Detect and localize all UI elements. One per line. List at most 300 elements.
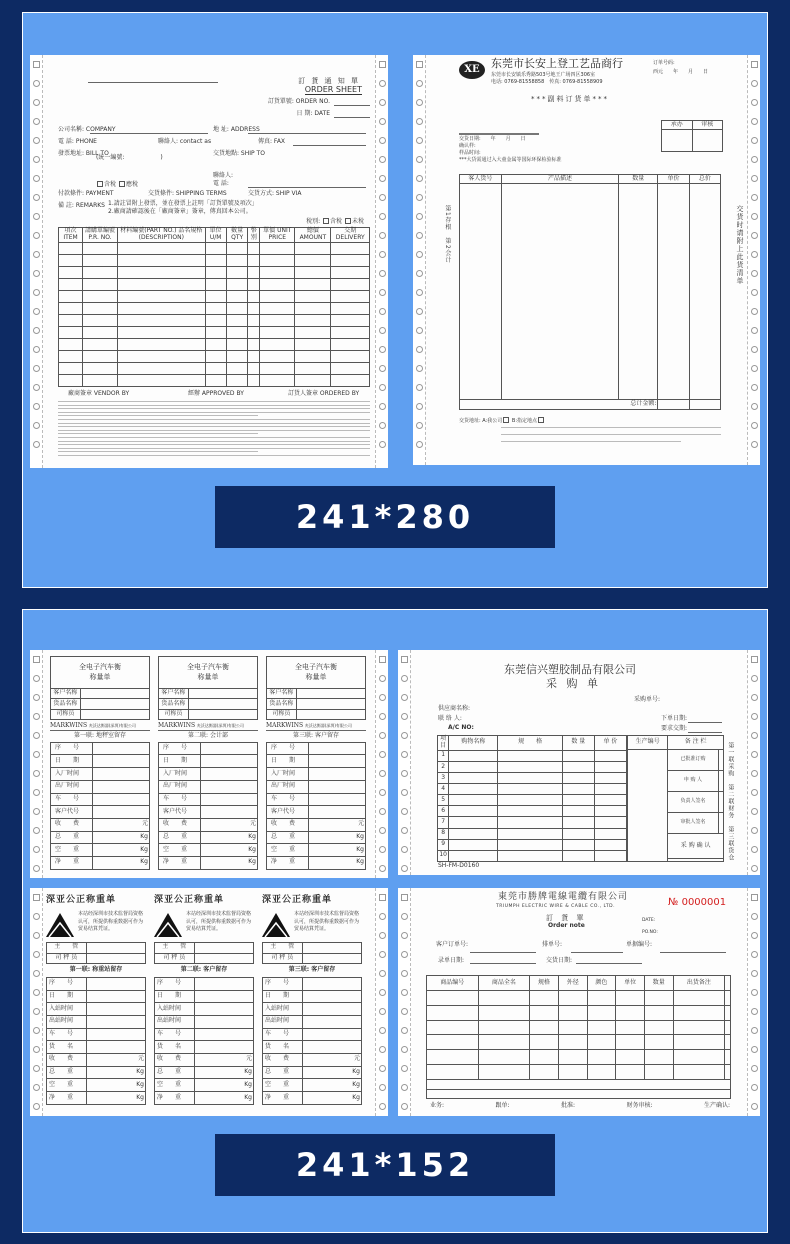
column-header: 规 格 bbox=[498, 736, 562, 751]
sprocket-hole-icon bbox=[416, 232, 423, 239]
sprocket-hole-icon bbox=[751, 384, 758, 391]
contact2-label: 聯絡人: bbox=[213, 172, 234, 179]
delivery-addr-b: B:指定地点 bbox=[511, 417, 538, 424]
sprocket-hole-icon bbox=[33, 789, 40, 796]
unit-label bbox=[308, 806, 365, 819]
row-number: 4 bbox=[438, 784, 449, 795]
field-label: 日 期 bbox=[267, 755, 309, 768]
sprocket-hole-icon bbox=[379, 808, 386, 815]
company-name-en: TRIUMPH ELECTRIC WIRE & CABLE CO., LTD. bbox=[496, 904, 616, 909]
field-label: 收 费 bbox=[51, 818, 93, 831]
column-header: 数量 bbox=[619, 175, 658, 184]
sprocket-hole-icon bbox=[33, 289, 40, 296]
approve-handler: 承办 bbox=[662, 121, 693, 130]
sprocket-hole-icon bbox=[33, 1103, 40, 1110]
unit-label bbox=[92, 768, 149, 781]
sprocket-hole-icon bbox=[401, 1103, 408, 1110]
fine-print-line bbox=[58, 437, 370, 438]
field-label: 车 号 bbox=[47, 1028, 87, 1041]
schedule-no-label: 排单号: bbox=[542, 941, 563, 948]
sprocket-hole-icon bbox=[33, 675, 40, 682]
unit-label bbox=[92, 793, 149, 806]
unit-label: Kg bbox=[92, 856, 149, 869]
unit-label bbox=[302, 1028, 361, 1041]
row-number: 2 bbox=[438, 761, 449, 772]
ticket-title: 深亚公正称重单 bbox=[262, 895, 333, 905]
sprocket-hole-icon bbox=[751, 365, 758, 372]
sprocket-hole-icon bbox=[401, 932, 408, 939]
total-label: 总计金额: bbox=[460, 400, 658, 410]
unit-label bbox=[308, 742, 365, 755]
ticket-subtitle: 称量单 bbox=[197, 672, 219, 681]
unit-label bbox=[302, 977, 361, 990]
sprocket-hole-icon bbox=[416, 384, 423, 391]
serial-number: № 0000001 bbox=[668, 897, 727, 908]
sprocket-hole-icon bbox=[33, 970, 40, 977]
certification-notice: 本站经深圳市技术监督局资格认可，所提供称重数据可作为贸易结算凭证。 bbox=[294, 911, 360, 932]
tractor-square-icon bbox=[379, 894, 386, 901]
field-label: 出站时间 bbox=[155, 1015, 195, 1028]
sprocket-strip-right bbox=[747, 650, 760, 875]
unit-label bbox=[302, 1003, 361, 1016]
unit-label bbox=[194, 1003, 253, 1016]
left-copy-note: 第1存根 第2会计 bbox=[443, 205, 451, 264]
company-address: 东莞市长安镇乐秀路503号地王广场四区306室 bbox=[491, 72, 596, 78]
fine-print-line bbox=[58, 405, 370, 406]
sprocket-hole-icon bbox=[416, 137, 423, 144]
sprocket-hole-icon bbox=[751, 232, 758, 239]
size-label-241x152: 241*152 bbox=[215, 1134, 555, 1196]
unit-label bbox=[302, 1041, 361, 1054]
field-label: 空 重 bbox=[159, 844, 201, 857]
sprocket-hole-icon bbox=[401, 1008, 408, 1015]
field-label: 净 重 bbox=[47, 1092, 87, 1105]
sprocket-hole-icon bbox=[751, 932, 758, 939]
unit-label bbox=[92, 755, 149, 768]
field-label: 出厂时间 bbox=[267, 780, 309, 793]
po-no-label: 采购单号: bbox=[634, 696, 661, 703]
unit-label bbox=[200, 780, 257, 793]
sprocket-hole-icon bbox=[379, 770, 386, 777]
sprocket-hole-icon bbox=[401, 865, 408, 872]
order-sheet-title-en: ORDER SHEET bbox=[304, 85, 362, 94]
sprocket-hole-icon bbox=[751, 175, 758, 182]
sprocket-hole-icon bbox=[33, 913, 40, 920]
sprocket-hole-icon bbox=[751, 751, 758, 758]
unit-label: Kg bbox=[194, 1066, 253, 1079]
company-label: 公司名稱: COMPANY bbox=[58, 126, 116, 133]
date-label: 日 期: DATE bbox=[296, 110, 330, 117]
field-label: 出厂时间 bbox=[51, 780, 93, 793]
sprocket-hole-icon bbox=[751, 194, 758, 201]
sprocket-hole-icon bbox=[379, 1027, 386, 1034]
sprocket-hole-icon bbox=[33, 1027, 40, 1034]
sprocket-hole-icon bbox=[379, 1084, 386, 1091]
unit-label bbox=[86, 977, 145, 990]
sprocket-hole-icon bbox=[416, 175, 423, 182]
delivery-addr-a: 交货地址: A:我公司 bbox=[459, 417, 503, 424]
approve-review: 审核 bbox=[692, 121, 723, 130]
sprocket-hole-icon bbox=[751, 308, 758, 315]
sprocket-hole-icon bbox=[33, 770, 40, 777]
fine-print-line bbox=[58, 451, 258, 452]
sprocket-hole-icon bbox=[751, 118, 758, 125]
column-header: 幣別 bbox=[248, 228, 260, 243]
sprocket-hole-icon bbox=[401, 970, 408, 977]
mountain-logo-icon bbox=[154, 913, 182, 937]
copy-label: 第三联: 客户留存 bbox=[288, 966, 336, 973]
sprocket-hole-icon bbox=[751, 289, 758, 296]
sprocket-hole-icon bbox=[379, 156, 386, 163]
sprocket-hole-icon bbox=[751, 1027, 758, 1034]
sprocket-hole-icon bbox=[416, 213, 423, 220]
fine-print-line bbox=[58, 426, 370, 427]
field-label: 货品名称 bbox=[267, 699, 297, 709]
column-header bbox=[725, 976, 731, 991]
signature-label: 财务审核: bbox=[626, 1102, 653, 1109]
unit-label: Kg bbox=[308, 844, 365, 857]
sprocket-hole-icon bbox=[379, 289, 386, 296]
sprocket-hole-icon bbox=[33, 422, 40, 429]
unit-label bbox=[86, 990, 145, 1003]
sprocket-hole-icon bbox=[33, 365, 40, 372]
row-number: 7 bbox=[438, 817, 449, 828]
sprocket-hole-icon bbox=[751, 270, 758, 277]
order-sheet-title-cn: 訂 貨 通 知 單 bbox=[298, 77, 360, 85]
fine-print-line bbox=[58, 401, 370, 402]
sprocket-hole-icon bbox=[33, 213, 40, 220]
column-header: 规格 bbox=[530, 976, 559, 991]
sprocket-hole-icon bbox=[33, 827, 40, 834]
unit-label: Kg bbox=[194, 1079, 253, 1092]
sprocket-hole-icon bbox=[379, 751, 386, 758]
unit-label: Kg bbox=[308, 856, 365, 869]
approval-label: 申 购 人 bbox=[668, 771, 718, 792]
company-name: 东莞市长安上登工艺品商行 bbox=[491, 57, 623, 70]
cable-order-form bbox=[398, 888, 760, 1116]
sprocket-hole-icon bbox=[33, 1008, 40, 1015]
signature-label: 业务: bbox=[430, 1102, 445, 1109]
unit-label bbox=[200, 742, 257, 755]
field-label: 出站时间 bbox=[263, 1015, 303, 1028]
sprocket-hole-icon bbox=[379, 846, 386, 853]
sprocket-hole-icon bbox=[379, 694, 386, 701]
field-label: 总 重 bbox=[155, 1066, 195, 1079]
sprocket-hole-icon bbox=[751, 789, 758, 796]
field-label: 序 号 bbox=[263, 977, 303, 990]
contact-label: 聯絡人: contact as bbox=[158, 138, 212, 145]
unit-label: Kg bbox=[200, 831, 257, 844]
po-label: PO.NO: bbox=[642, 930, 658, 935]
fine-print-line bbox=[58, 419, 370, 420]
company-name: 东莞信兴塑胶制品有限公司 bbox=[504, 663, 636, 676]
unit-label bbox=[302, 990, 361, 1003]
sprocket-hole-icon bbox=[379, 80, 386, 87]
ticket-subtitle: 称量单 bbox=[89, 672, 111, 681]
field-label: 收 费 bbox=[155, 1054, 195, 1067]
sprocket-hole-icon bbox=[401, 951, 408, 958]
column-header: 产品描述 bbox=[501, 175, 618, 184]
sprocket-hole-icon bbox=[751, 99, 758, 106]
order-note-table bbox=[426, 975, 731, 1099]
sprocket-hole-icon bbox=[379, 970, 386, 977]
right-copy-note: 交货时请附上此货清单 bbox=[736, 205, 744, 285]
sprocket-hole-icon bbox=[33, 118, 40, 125]
row-number: 8 bbox=[438, 828, 449, 839]
tax-checkbox-2[interactable] bbox=[119, 181, 125, 187]
sprocket-hole-icon bbox=[751, 675, 758, 682]
addr-a-checkbox[interactable] bbox=[503, 417, 509, 423]
contact-label: 联 络 人: bbox=[438, 715, 462, 722]
sprocket-hole-icon bbox=[379, 327, 386, 334]
field-label: 空 重 bbox=[155, 1079, 195, 1092]
sprocket-hole-icon bbox=[416, 422, 423, 429]
sprocket-hole-icon bbox=[33, 80, 40, 87]
sprocket-hole-icon bbox=[416, 118, 423, 125]
sprocket-hole-icon bbox=[416, 365, 423, 372]
column-header: 单价 bbox=[658, 175, 689, 184]
unit-label: Kg bbox=[86, 1066, 145, 1079]
sprocket-hole-icon bbox=[751, 1103, 758, 1110]
tax-excl-checkbox[interactable] bbox=[345, 218, 351, 224]
sprocket-hole-icon bbox=[416, 251, 423, 258]
sprocket-hole-icon bbox=[401, 827, 408, 834]
column-header: 数 量 bbox=[562, 736, 594, 751]
unit-label bbox=[194, 977, 253, 990]
column-header: 总价 bbox=[689, 175, 720, 184]
sprocket-strip-left bbox=[30, 888, 43, 1116]
unit-label bbox=[194, 1028, 253, 1041]
sprocket-hole-icon bbox=[33, 1065, 40, 1072]
sprocket-hole-icon bbox=[751, 951, 758, 958]
sprocket-hole-icon bbox=[33, 403, 40, 410]
column-header: 交期 DELIVERY bbox=[331, 228, 370, 243]
column-header: 材料編號(PART NO.) 品名規格(DESCRIPTION) bbox=[118, 228, 206, 243]
field-label: 货品名称 bbox=[159, 699, 189, 709]
ship-to-label: 交貨地點: SHIP TO bbox=[213, 150, 265, 157]
sprocket-hole-icon bbox=[751, 80, 758, 87]
field-label: 总 重 bbox=[51, 831, 93, 844]
company-name: 東莞市勝牌電線電纜有限公司 bbox=[498, 892, 629, 902]
unit-label bbox=[194, 990, 253, 1003]
purchase-table bbox=[437, 735, 627, 862]
sprocket-hole-icon bbox=[33, 865, 40, 872]
tractor-square-icon bbox=[379, 61, 386, 68]
sprocket-hole-icon bbox=[379, 384, 386, 391]
fine-print-line bbox=[58, 455, 370, 456]
column-header: 請購單編號 P.R. NO. bbox=[83, 228, 118, 243]
column-header: 备 注 栏 bbox=[668, 736, 724, 750]
sprocket-hole-icon bbox=[401, 1084, 408, 1091]
sprocket-hole-icon bbox=[379, 827, 386, 834]
unit-label bbox=[308, 780, 365, 793]
ticket-title: 深亚公正称重单 bbox=[154, 895, 225, 905]
mountain-logo-icon bbox=[46, 913, 74, 937]
ticket-subtitle: 称量单 bbox=[305, 672, 327, 681]
field-label: 空 重 bbox=[267, 844, 309, 857]
field-label: 空 重 bbox=[47, 1079, 87, 1092]
sprocket-hole-icon bbox=[33, 137, 40, 144]
sprocket-hole-icon bbox=[379, 1046, 386, 1053]
sprocket-hole-icon bbox=[379, 675, 386, 682]
sprocket-hole-icon bbox=[379, 951, 386, 958]
sprocket-hole-icon bbox=[401, 808, 408, 815]
field-label: 客户名称 bbox=[267, 689, 297, 699]
unit-label bbox=[308, 793, 365, 806]
sprocket-hole-icon bbox=[33, 384, 40, 391]
unit-label bbox=[200, 793, 257, 806]
field-label: 货 名 bbox=[47, 1041, 87, 1054]
brand-logo: MARKWINS bbox=[266, 722, 304, 729]
sprocket-hole-icon bbox=[751, 1084, 758, 1091]
signature-label: 跟单: bbox=[495, 1102, 510, 1109]
sprocket-hole-icon bbox=[401, 770, 408, 777]
unit-label: Kg bbox=[86, 1079, 145, 1092]
order-items-table bbox=[58, 227, 370, 387]
column-header: 單位 U/M bbox=[205, 228, 226, 243]
copy-label: 第一联: 地秤室留存 bbox=[74, 731, 126, 739]
column-header: 商品编号 bbox=[427, 976, 479, 991]
field-label: 货品名称 bbox=[51, 699, 81, 709]
sprocket-hole-icon bbox=[379, 346, 386, 353]
ac-no-label: A/C NO: bbox=[448, 724, 474, 731]
sprocket-hole-icon bbox=[401, 789, 408, 796]
tax-opt1: 含稅 bbox=[104, 180, 117, 188]
scale-ticket-copy bbox=[50, 656, 150, 870]
sprocket-hole-icon bbox=[33, 308, 40, 315]
remark-2: 2.廠商請確認後在「廠商簽章」簽章，傳真回本公司。 bbox=[108, 208, 252, 215]
field-label: 客户名称 bbox=[159, 689, 189, 699]
tax-type-label: 稅別: bbox=[306, 217, 321, 225]
sprocket-hole-icon bbox=[401, 675, 408, 682]
approval-label: 已批准订购 bbox=[668, 750, 718, 771]
sprocket-hole-icon bbox=[751, 846, 758, 853]
sprocket-hole-icon bbox=[416, 289, 423, 296]
unit-label: Kg bbox=[302, 1066, 361, 1079]
field-label: 客户代号 bbox=[267, 806, 309, 819]
column-header: 外径 bbox=[558, 976, 587, 991]
field-label: 序 号 bbox=[47, 977, 87, 990]
sprocket-hole-icon bbox=[33, 156, 40, 163]
unit-label: Kg bbox=[86, 1092, 145, 1105]
sprocket-hole-icon bbox=[416, 327, 423, 334]
product-table bbox=[459, 174, 721, 410]
field-label: 车 号 bbox=[267, 793, 309, 806]
sprocket-hole-icon bbox=[751, 1065, 758, 1072]
unit-label: Kg bbox=[302, 1092, 361, 1105]
brand-name: 麦沃达衡器(深圳)有限公司 bbox=[88, 723, 136, 728]
field-label: 车 号 bbox=[155, 1028, 195, 1041]
tractor-square-icon bbox=[416, 61, 423, 68]
field-label: 客户名称 bbox=[51, 689, 81, 699]
purchase-confirm-label: 采 购 确 认 bbox=[668, 834, 724, 859]
sprocket-hole-icon bbox=[33, 232, 40, 239]
due-date-label: 要求交期: bbox=[661, 725, 688, 732]
fine-print-line bbox=[58, 408, 370, 409]
brand-logo: MARKWINS bbox=[50, 722, 88, 729]
unit-label bbox=[200, 768, 257, 781]
column-header: 单位 bbox=[616, 976, 645, 991]
field-label: 出厂时间 bbox=[159, 780, 201, 793]
unit-label: 元 bbox=[194, 1054, 253, 1067]
sprocket-hole-icon bbox=[401, 989, 408, 996]
unit-label: Kg bbox=[200, 856, 257, 869]
field-label: 司称员 bbox=[267, 709, 297, 719]
unit-label: 元 bbox=[86, 1054, 145, 1067]
sprocket-hole-icon bbox=[416, 80, 423, 87]
field-label: 日 期 bbox=[159, 755, 201, 768]
material-order-form bbox=[413, 55, 760, 465]
unit-label bbox=[92, 742, 149, 755]
unit-label bbox=[194, 1015, 253, 1028]
field-label: 收 费 bbox=[267, 818, 309, 831]
scale-ticket-copy bbox=[158, 656, 258, 870]
phone2-label: 電 話: bbox=[213, 180, 229, 187]
standard-note: ***大货需通过入大童金属等国际环保检验标准 bbox=[459, 157, 562, 163]
fine-print-line bbox=[58, 444, 370, 445]
sprocket-hole-icon bbox=[379, 175, 386, 182]
sprocket-hole-icon bbox=[401, 1046, 408, 1053]
field-label: 总 重 bbox=[159, 831, 201, 844]
sprocket-hole-icon bbox=[379, 251, 386, 258]
column-header: 数量 bbox=[644, 976, 673, 991]
sprocket-hole-icon bbox=[33, 713, 40, 720]
sprocket-hole-icon bbox=[401, 713, 408, 720]
field-label: 司 秤 员 bbox=[47, 953, 87, 964]
sprocket-hole-icon bbox=[33, 441, 40, 448]
sprocket-hole-icon bbox=[751, 989, 758, 996]
field-label: 序 号 bbox=[159, 742, 201, 755]
field-label: 主 管 bbox=[263, 943, 303, 954]
ordered-by: 訂貨人簽章 ORDERED BY bbox=[288, 390, 360, 397]
field-label: 日 期 bbox=[155, 990, 195, 1003]
unit-label: Kg bbox=[302, 1079, 361, 1092]
field-label: 净 重 bbox=[51, 856, 93, 869]
tax-checkbox-1[interactable] bbox=[97, 181, 103, 187]
field-label: 车 号 bbox=[51, 793, 93, 806]
signature-label: 生产确认: bbox=[703, 1102, 730, 1109]
sprocket-hole-icon bbox=[751, 403, 758, 410]
unit-label: Kg bbox=[194, 1092, 253, 1105]
sprocket-hole-icon bbox=[416, 403, 423, 410]
column-header: 商品全名 bbox=[478, 976, 530, 991]
sprocket-hole-icon bbox=[751, 213, 758, 220]
unit-label: 元 bbox=[200, 818, 257, 831]
sprocket-hole-icon bbox=[379, 865, 386, 872]
sprocket-hole-icon bbox=[33, 270, 40, 277]
addr-b-checkbox[interactable] bbox=[538, 417, 544, 423]
tractor-square-icon bbox=[33, 894, 40, 901]
field-label: 日 期 bbox=[47, 990, 87, 1003]
sprocket-hole-icon bbox=[751, 422, 758, 429]
unit-label bbox=[200, 806, 257, 819]
sprocket-hole-icon bbox=[751, 913, 758, 920]
brand-logo: MARKWINS bbox=[158, 722, 196, 729]
sprocket-hole-icon bbox=[401, 751, 408, 758]
ticket-title: 深亚公正称重单 bbox=[46, 895, 117, 905]
tax-id-label: (統一編號: ) bbox=[96, 154, 163, 161]
column-header: 總價 AMOUNT bbox=[295, 228, 331, 243]
sprocket-hole-icon bbox=[379, 441, 386, 448]
ticket-title: 全电子汽车衡 bbox=[79, 662, 121, 671]
unit-label: Kg bbox=[92, 831, 149, 844]
sprocket-strip-left bbox=[413, 55, 426, 465]
order-no-label: 訂貨單號: ORDER NO. bbox=[267, 98, 330, 105]
row-number: 1 bbox=[438, 750, 449, 761]
entry-date-label: 录单日期: bbox=[438, 957, 465, 964]
sprocket-hole-icon bbox=[33, 194, 40, 201]
tax-incl-checkbox[interactable] bbox=[323, 218, 329, 224]
